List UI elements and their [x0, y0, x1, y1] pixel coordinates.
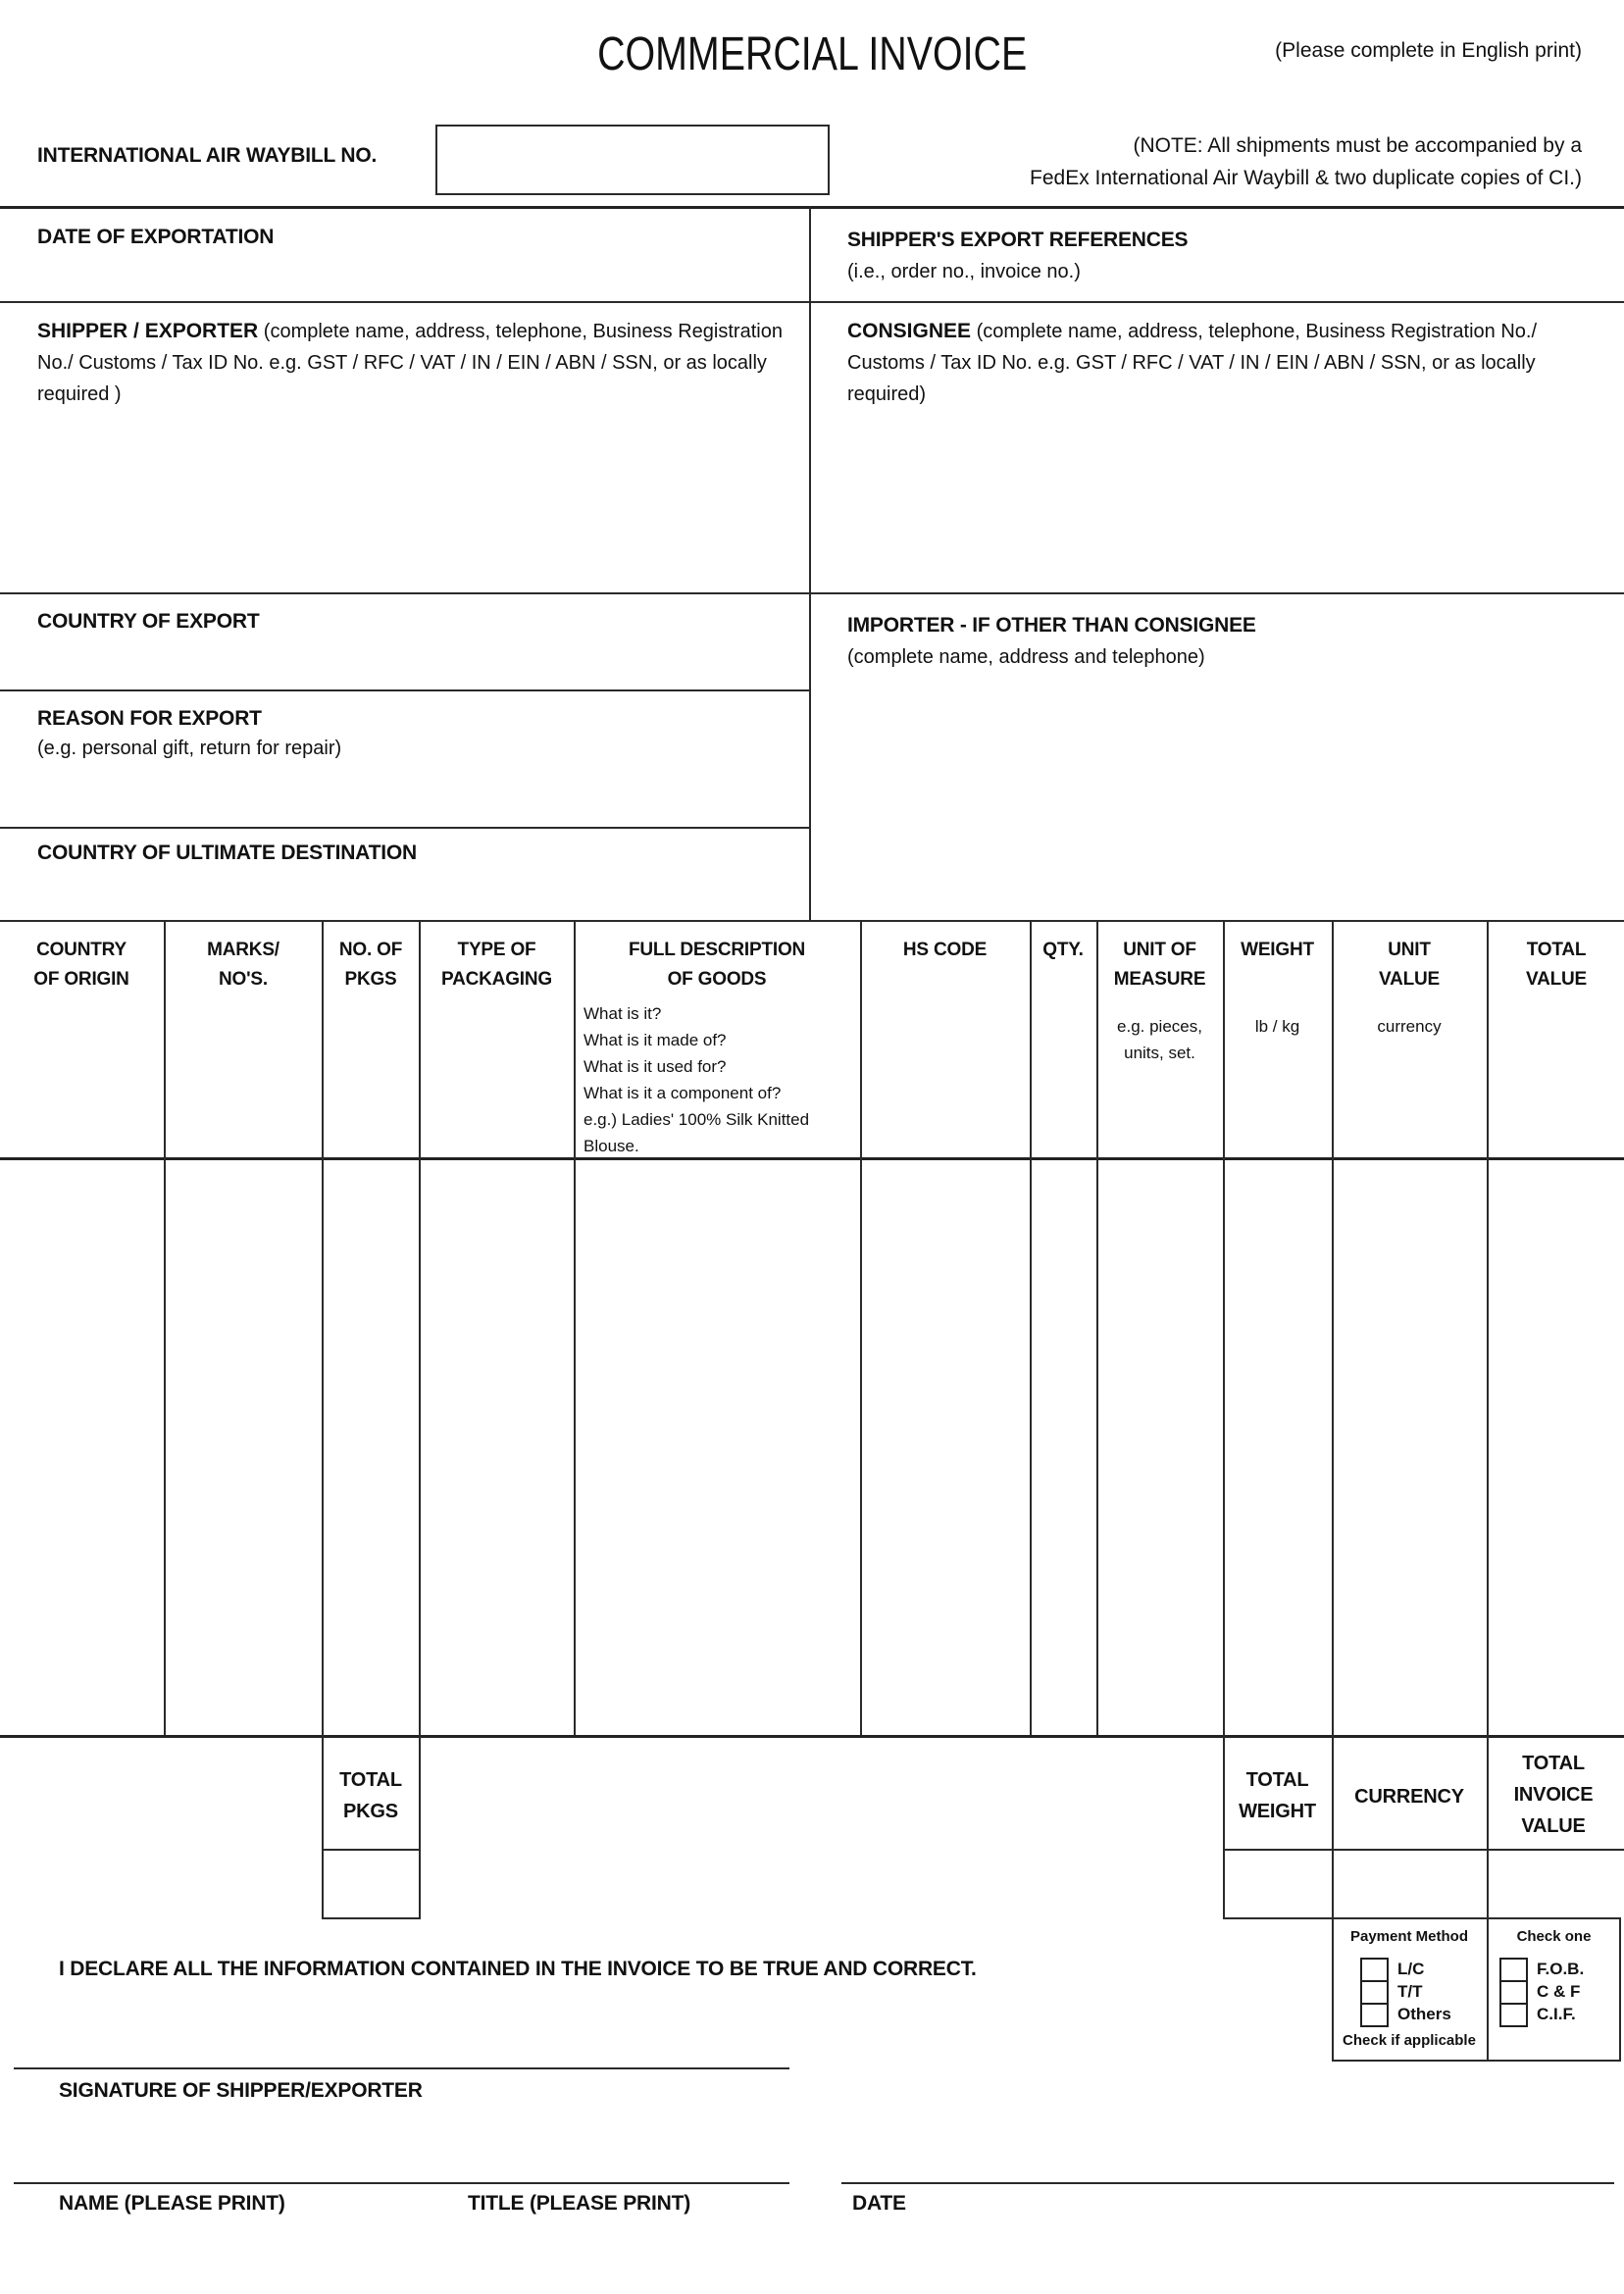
- importer-field[interactable]: [816, 677, 1610, 912]
- body-cell-qty[interactable]: [1032, 1162, 1094, 1731]
- total-pkgs-label: [324, 1764, 418, 1827]
- waybill-note-line2: FedEx International Air Waybill & two duplicate copies of CI.): [1030, 167, 1582, 189]
- total-pkgs-line: PKGS: [343, 1801, 398, 1822]
- country-of-export-label: COUNTRY OF EXPORT: [37, 610, 260, 633]
- description-hints: [584, 1000, 858, 1159]
- weight-hint: lb / kg: [1254, 1017, 1300, 1036]
- importer-label: IMPORTER - IF OTHER THAN CONSIGNEE: [847, 614, 1256, 637]
- total-invoice-value-input[interactable]: [1489, 1851, 1618, 1915]
- payment-method-title: Payment Method: [1349, 1928, 1468, 1945]
- date-of-exportation-field[interactable]: [10, 257, 794, 296]
- payment-others-checkbox[interactable]: [1360, 2003, 1389, 2027]
- col-header-line: TYPE OF: [457, 940, 536, 960]
- cf-label: C & F: [1537, 1982, 1581, 2001]
- col-header-no-of-pkgs: [324, 936, 418, 994]
- consignee-field[interactable]: [816, 417, 1610, 584]
- check-one-title: Check one: [1516, 1928, 1592, 1945]
- body-cell-weight[interactable]: [1225, 1162, 1330, 1731]
- reason-for-export-block: [37, 703, 341, 764]
- divider-under-country-of-export: [0, 689, 810, 691]
- export-references-hint: (i.e., order no., invoice no.): [847, 261, 1081, 282]
- body-cell-marks-nos[interactable]: [167, 1162, 320, 1731]
- export-references-label: SHIPPER'S EXPORT REFERENCES: [847, 229, 1189, 251]
- payment-lc-label: L/C: [1397, 1960, 1425, 1978]
- col-header-weight: [1225, 936, 1330, 965]
- payment-others-label: Others: [1397, 2005, 1451, 2023]
- date-of-exportation-label: DATE OF EXPORTATION: [37, 226, 275, 248]
- hint-line: units, set.: [1124, 1044, 1195, 1062]
- country-of-export-field[interactable]: [10, 639, 794, 684]
- body-cell-hs-code[interactable]: [862, 1162, 1028, 1731]
- reason-for-export-field[interactable]: [10, 765, 794, 820]
- name-label: NAME (PLEASE PRINT): [59, 2192, 285, 2215]
- shipper-exporter-hint: (complete name, address, telephone, Business Registration No./ Customs / Tax ID No. e.g. GST / RFC / VAT / IN / EIN / ABN / SSN, or as locally required ): [37, 321, 783, 405]
- total-invoice-line: TOTAL: [1522, 1753, 1585, 1774]
- table-top-line: [0, 920, 1624, 922]
- total-invoice-line: VALUE: [1521, 1815, 1586, 1837]
- col-header-total-value: [1489, 936, 1624, 994]
- col-header-line: HS CODE: [902, 940, 988, 960]
- col-header-type-of-packaging: [422, 936, 572, 994]
- divider-under-reason: [0, 827, 810, 829]
- importer-hint: (complete name, address and telephone): [847, 646, 1205, 668]
- divider-under-shipper-row: [0, 592, 1624, 594]
- body-cell-description-of-goods[interactable]: [576, 1162, 858, 1731]
- total-invoice-value-label: [1489, 1748, 1618, 1842]
- col-header-line: FULL DESCRIPTION: [628, 940, 806, 960]
- unit-value-hint: currency: [1377, 1017, 1442, 1036]
- body-cell-no-of-pkgs[interactable]: [324, 1162, 418, 1731]
- shipper-exporter-label: SHIPPER / EXPORTER: [37, 320, 259, 342]
- hint-line: e.g. pieces,: [1117, 1017, 1202, 1036]
- fob-checkbox[interactable]: [1499, 1958, 1528, 1982]
- importer-block: [847, 609, 1256, 674]
- waybill-note: [1030, 129, 1582, 194]
- col-divider-4: [574, 920, 576, 1735]
- consignee-block: [847, 316, 1607, 410]
- reason-for-export-label: REASON FOR EXPORT: [37, 707, 262, 730]
- total-pkgs-box-top: [322, 1849, 421, 1851]
- body-cell-unit-value[interactable]: [1334, 1162, 1485, 1731]
- cf-checkbox[interactable]: [1499, 1980, 1528, 2005]
- col-header-line: VALUE: [1379, 969, 1440, 990]
- signature-line: [14, 2067, 789, 2069]
- center-column-divider: [809, 206, 811, 922]
- check-one-box-right: [1619, 1917, 1621, 2062]
- title-label: TITLE (PLEASE PRINT): [468, 2192, 691, 2215]
- divider-top-thick: [0, 206, 1624, 209]
- col-divider-1: [164, 920, 166, 1735]
- description-hint-line: What is it used for?: [584, 1057, 727, 1076]
- waybill-number-input[interactable]: [435, 125, 830, 195]
- table-header-bottom-line: [0, 1157, 1624, 1160]
- col-header-line: QTY.: [1042, 940, 1084, 960]
- description-hint-line: e.g.) Ladies' 100% Silk Knitted: [584, 1110, 810, 1129]
- consignee-label: CONSIGNEE: [847, 320, 972, 342]
- description-hint-line: What is it made of?: [584, 1031, 727, 1049]
- table-bottom-line: [0, 1735, 1624, 1738]
- reason-for-export-hint: (e.g. personal gift, return for repair): [37, 738, 342, 759]
- col-header-hs-code: [862, 936, 1028, 965]
- name-title-line: [14, 2182, 789, 2184]
- body-cell-type-of-packaging[interactable]: [422, 1162, 572, 1731]
- payment-tt-checkbox[interactable]: [1360, 1980, 1389, 2005]
- col-divider-2: [322, 920, 324, 1919]
- totals-boxes-top: [1223, 1849, 1624, 1851]
- unit-of-measure-hint: [1098, 1013, 1221, 1066]
- total-weight-line: WEIGHT: [1239, 1801, 1316, 1822]
- export-references-block: [847, 224, 1188, 288]
- consignee-hint: (complete name, address, telephone, Business Registration No./ Customs / Tax ID No. e.g. GST / RFC / VAT / IN / EIN / ABN / SSN, or as locally required): [847, 321, 1538, 405]
- body-cell-unit-of-measure[interactable]: [1098, 1162, 1221, 1731]
- payment-lc-checkbox[interactable]: [1360, 1958, 1389, 1982]
- col-divider-10: [1487, 920, 1489, 2062]
- total-pkgs-input[interactable]: [324, 1851, 419, 1915]
- col-header-line: PACKAGING: [441, 969, 552, 990]
- title-field[interactable]: [422, 2126, 788, 2180]
- col-header-line: MARKS/: [207, 940, 279, 960]
- col-header-country-of-origin: [0, 936, 163, 994]
- total-weight-line: TOTAL: [1245, 1769, 1309, 1791]
- total-pkgs-box-bottom: [322, 1917, 421, 1919]
- description-hint-line: What is it?: [584, 1004, 662, 1023]
- col-divider-5: [860, 920, 862, 1735]
- col-header-line: NO. OF: [338, 940, 403, 960]
- description-hint-line: What is it a component of?: [584, 1084, 782, 1102]
- col-header-line: UNIT: [1388, 940, 1431, 960]
- waybill-note-line1: (NOTE: All shipments must be accompanied by a: [1133, 134, 1582, 157]
- date-field[interactable]: [841, 2126, 1614, 2180]
- col-header-qty: [1032, 936, 1094, 965]
- body-cell-total-value[interactable]: [1489, 1162, 1624, 1731]
- totals-boxes-bottom: [1223, 1917, 1621, 1919]
- col-divider-6: [1030, 920, 1032, 1735]
- payment-method-footer: Check if applicable: [1343, 2032, 1476, 2049]
- date-label: DATE: [852, 2192, 906, 2215]
- currency-input[interactable]: [1334, 1851, 1485, 1915]
- waybill-label: INTERNATIONAL AIR WAYBILL NO.: [37, 144, 378, 167]
- ultimate-destination-field[interactable]: [10, 875, 794, 914]
- col-divider-7: [1096, 920, 1098, 1735]
- total-pkgs-line: TOTAL: [339, 1769, 402, 1791]
- body-cell-country-of-origin[interactable]: [0, 1162, 163, 1731]
- col-divider-9: [1332, 920, 1334, 2062]
- shipper-exporter-block: [37, 316, 794, 410]
- divider-under-date-row: [0, 301, 1624, 303]
- col-header-marks-nos: [167, 936, 320, 994]
- signature-label: SIGNATURE OF SHIPPER/EXPORTER: [59, 2079, 423, 2102]
- col-header-line: OF GOODS: [667, 969, 767, 990]
- col-header-unit-of-measure: [1098, 936, 1221, 994]
- col-header-line: WEIGHT: [1241, 940, 1314, 960]
- payment-tt-label: T/T: [1397, 1982, 1423, 2001]
- english-print-note: (Please complete in English print): [1275, 39, 1582, 62]
- col-header-line: MEASURE: [1113, 969, 1206, 990]
- signature-field[interactable]: [14, 2009, 788, 2065]
- col-header-line: TOTAL: [1526, 940, 1587, 960]
- col-header-line: PKGS: [344, 969, 397, 990]
- payment-box-bottom: [1332, 2060, 1621, 2062]
- col-header-line: NO'S.: [219, 969, 268, 990]
- col-header-unit-value: [1334, 936, 1485, 994]
- ultimate-destination-label: COUNTRY OF ULTIMATE DESTINATION: [37, 841, 417, 864]
- fob-label: F.O.B.: [1537, 1960, 1585, 1978]
- col-header-line: COUNTRY: [36, 940, 127, 960]
- col-divider-3: [419, 920, 421, 1919]
- col-header-line: VALUE: [1526, 969, 1587, 990]
- date-line: [841, 2182, 1614, 2184]
- name-field[interactable]: [14, 2126, 386, 2180]
- col-header-line: OF ORIGIN: [33, 969, 129, 990]
- cif-label: C.I.F.: [1537, 2005, 1576, 2023]
- cif-checkbox[interactable]: [1499, 2003, 1528, 2027]
- col-divider-8: [1223, 920, 1225, 1919]
- currency-label: CURRENCY: [1354, 1786, 1464, 1808]
- page-title: COMMERCIAL INVOICE: [596, 28, 1028, 80]
- total-invoice-line: INVOICE: [1513, 1784, 1594, 1806]
- total-weight-input[interactable]: [1225, 1851, 1330, 1915]
- description-hint-line: Blouse.: [584, 1137, 639, 1155]
- declaration-text: I DECLARE ALL THE INFORMATION CONTAINED IN THE INVOICE TO BE TRUE AND CORRECT.: [59, 1958, 977, 1980]
- col-header-line: UNIT OF: [1123, 940, 1196, 960]
- shipper-exporter-field[interactable]: [10, 417, 794, 584]
- total-weight-label: [1225, 1764, 1330, 1827]
- col-header-description: [576, 936, 858, 994]
